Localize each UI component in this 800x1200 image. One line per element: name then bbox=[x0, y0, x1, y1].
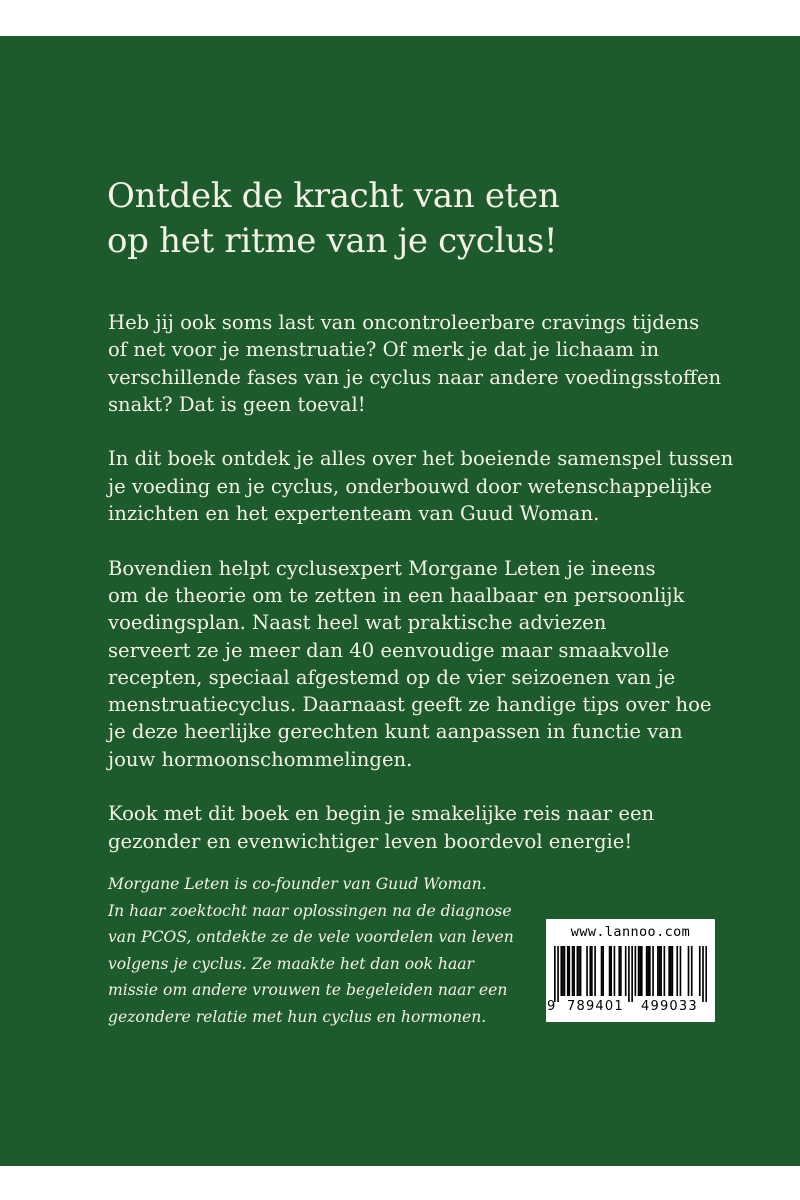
barcode-bar bbox=[560, 946, 562, 996]
barcode-bar bbox=[664, 946, 666, 996]
barcode-bar bbox=[638, 946, 640, 996]
barcode-bar bbox=[652, 946, 654, 996]
barcode-bar bbox=[657, 946, 659, 996]
blurb-line: voedingsplan. Naast heel wat praktische adviezen bbox=[108, 611, 607, 635]
barcode-bar bbox=[660, 946, 662, 996]
barcode-bar bbox=[672, 946, 674, 996]
blurb-line: In dit boek ontdek je alles over het boeiende samenspel tussen bbox=[108, 447, 734, 471]
blurb-line: je deze heerlijke gerechten kunt aanpassen in functie van bbox=[108, 720, 683, 744]
publisher-url: www.lannoo.com bbox=[570, 924, 691, 940]
bio-line: volgens je cyclus. Ze maakte het dan ook haar bbox=[108, 954, 474, 973]
blurb-paragraph bbox=[108, 800, 748, 855]
barcode-bar bbox=[676, 946, 678, 996]
barcode-bar bbox=[557, 946, 559, 1002]
barcode-bar bbox=[586, 946, 588, 996]
bio-line: gezondere relatie met hun cyclus en hormonen. bbox=[108, 1007, 487, 1026]
barcode-panel bbox=[546, 919, 715, 1022]
blurb-line: om de theorie om te zetten in een haalbaar en persoonlijk bbox=[108, 583, 685, 607]
blurb-line: gezonder en evenwichtiger leven boordevol energie! bbox=[108, 829, 633, 853]
headline bbox=[107, 174, 747, 264]
barcode-bar bbox=[639, 946, 641, 996]
blurb-line: Kook met dit boek en begin je smakelijke reis naar een bbox=[108, 802, 655, 826]
barcode-bar bbox=[609, 946, 611, 996]
barcode-bar bbox=[602, 946, 604, 996]
barcode-bar bbox=[614, 946, 616, 996]
barcode-bar bbox=[573, 946, 575, 996]
blurb-paragraph bbox=[108, 445, 748, 527]
isbn-barcode bbox=[554, 946, 707, 1002]
barcode-bar bbox=[705, 946, 707, 1002]
barcode-bar bbox=[601, 946, 603, 996]
barcode-bar bbox=[594, 946, 596, 996]
barcode-bar bbox=[567, 946, 569, 996]
headline-line: op het ritme van je cyclus! bbox=[107, 221, 558, 261]
barcode-bar bbox=[591, 946, 593, 996]
barcode-bar bbox=[635, 946, 637, 996]
blurb-line: verschillende fases van je cyclus naar andere voedingsstoffen bbox=[108, 365, 722, 389]
barcode-bar bbox=[610, 946, 612, 996]
barcode-bar bbox=[580, 946, 582, 996]
barcode-bar bbox=[702, 946, 704, 1002]
blurb-line: recepten, speciaal afgestemd op de vier seizoenen van je bbox=[108, 665, 676, 689]
back-cover bbox=[0, 36, 800, 1166]
barcode-bar bbox=[618, 946, 620, 996]
barcode-bar bbox=[699, 946, 701, 996]
blurb-paragraph bbox=[108, 555, 748, 773]
blurb-line: of net voor je menstruatie? Of merk je dat je lichaam in bbox=[108, 338, 660, 362]
bio-line: In haar zoektocht naar oplossingen na de diagnose bbox=[108, 901, 512, 920]
barcode-bar bbox=[670, 946, 672, 996]
barcode-bar bbox=[628, 946, 630, 1002]
isbn-digit-group: 789401 bbox=[567, 999, 624, 1014]
author-bio bbox=[108, 871, 548, 1031]
barcode-bar bbox=[668, 946, 670, 996]
barcode-bar bbox=[625, 946, 627, 996]
blurb-line: inzichten en het expertenteam van Guud Woman. bbox=[108, 502, 600, 526]
barcode-bar bbox=[572, 946, 574, 996]
blurb bbox=[108, 309, 748, 882]
barcode-bar bbox=[691, 946, 693, 996]
bio-line: missie om andere vrouwen te begeleiden naar een bbox=[108, 981, 508, 1000]
barcode-bar bbox=[659, 946, 661, 996]
barcode-bar bbox=[680, 946, 682, 996]
blurb-line: jouw hormoonschommelingen. bbox=[108, 747, 413, 771]
barcode-bar bbox=[554, 946, 556, 1002]
barcode-bar bbox=[577, 946, 579, 996]
barcode-bar bbox=[649, 946, 651, 996]
barcode-bar bbox=[641, 946, 643, 996]
blurb-line: Heb jij ook soms last van oncontroleerbare cravings tijdens bbox=[108, 311, 700, 334]
blurb-line: snakt? Dat is geen toeval! bbox=[108, 392, 366, 416]
barcode-bar bbox=[564, 946, 566, 996]
blurb-line: Bovendien helpt cyclusexpert Morgane Leten je ineens bbox=[108, 556, 656, 580]
blurb-line: serveert ze je meer dan 40 eenvoudige maar smaakvolle bbox=[108, 638, 670, 662]
blurb-paragraph bbox=[108, 309, 748, 418]
blurb-line: je voeding en je cyclus, onderbouwd door wetenschappelijke bbox=[108, 474, 713, 498]
barcode-bar bbox=[589, 946, 591, 996]
blurb-line: menstruatiecyclus. Daarnaast geeft ze handige tips over hoe bbox=[108, 693, 712, 717]
barcode-bar bbox=[568, 946, 570, 996]
barcode-bar bbox=[578, 946, 580, 996]
barcode-bar bbox=[620, 946, 622, 996]
bio-line: Morgane Leten is co-founder van Guud Woman. bbox=[108, 875, 487, 893]
bio-line: van PCOS, ontdekte ze de vele voordelen van leven bbox=[108, 928, 514, 947]
barcode-bar bbox=[646, 946, 648, 996]
barcode-bar bbox=[688, 946, 690, 996]
isbn-digit-group: 499033 bbox=[641, 999, 698, 1014]
barcode-bar bbox=[562, 946, 564, 996]
isbn-digit-group: 9 bbox=[547, 999, 556, 1014]
barcode-bar bbox=[631, 946, 633, 1002]
headline-line: Ontdek de kracht van eten bbox=[107, 176, 560, 216]
barcode-bar bbox=[647, 946, 649, 996]
